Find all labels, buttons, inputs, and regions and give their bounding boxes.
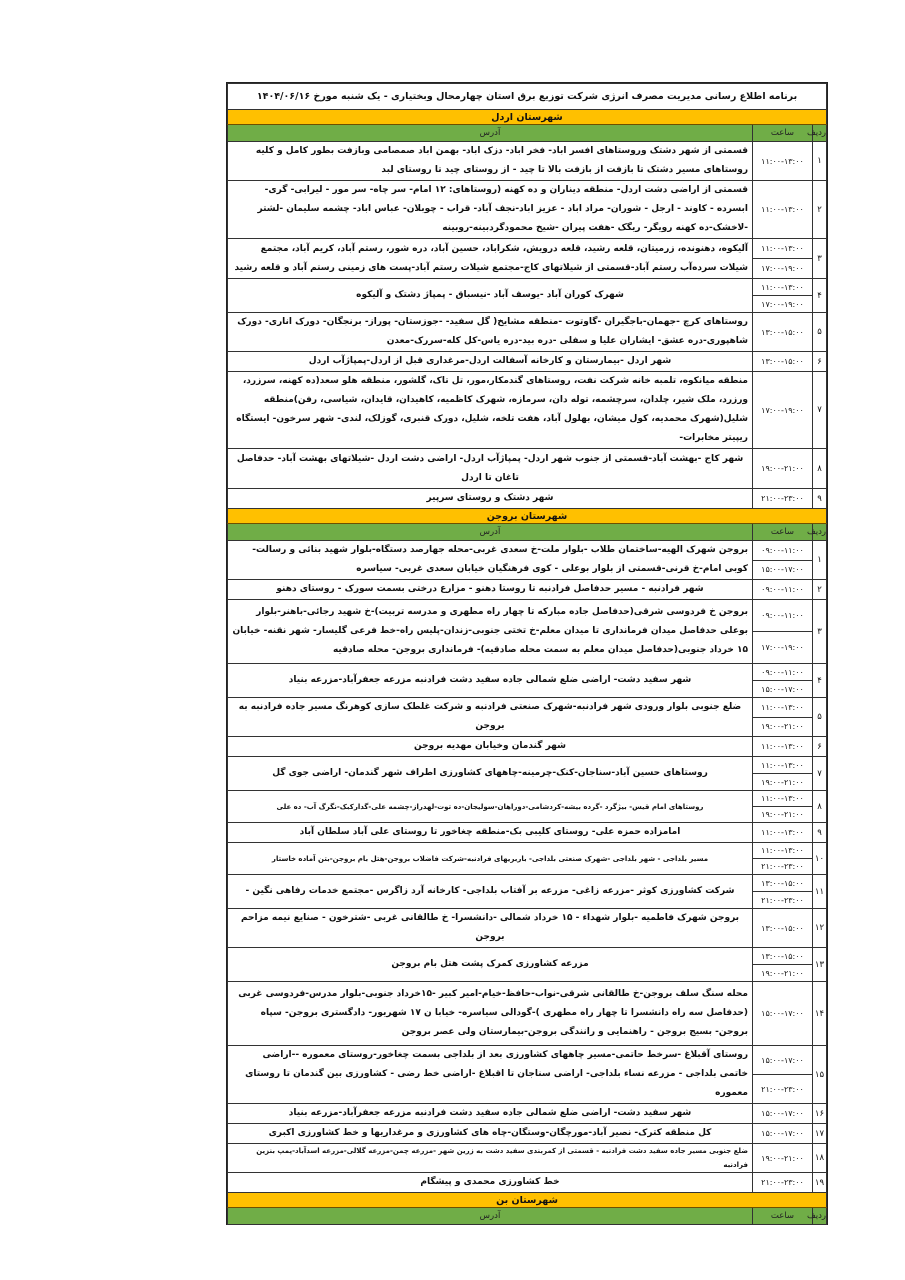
- schedule-table: [227, 83, 827, 1225]
- time-slot: ۰۹:۰۰-۱۱:۰۰: [753, 664, 812, 681]
- time-slot-stack: [753, 239, 812, 278]
- time-slot-stack: [753, 843, 812, 874]
- time-slot: ۱۱:۰۰-۱۳:۰۰: [753, 843, 812, 859]
- schedule-row: [228, 823, 827, 843]
- schedule-row: [228, 313, 827, 352]
- time-cell: ۱۱:۰۰-۱۳:۰۰: [753, 737, 813, 757]
- county-name: شهرستان بروجن: [228, 509, 827, 524]
- row-number: ۳: [813, 239, 827, 279]
- time-cell: [753, 600, 813, 664]
- column-header-row: [228, 524, 827, 541]
- column-header-time: ساعت: [753, 524, 813, 541]
- time-slot-stack: [753, 1046, 812, 1103]
- county-section-header: [228, 509, 827, 524]
- row-number: ۱۶: [813, 1104, 827, 1124]
- address-cell: منطقه میانکوه، تلمبه خانه شرکت نفت، روستاهای گندمکار،مور، تل تاک، گلشور، منطقه هلو سعد(ده کهنه، سرزرد، ورزرد، ملک شیر، چلدان، سرچشمه، توله دان، سرمازه، شهرک کاظمیه، کاهیدان، قایدان، شیاسی، رفن)منطقه شلیل(شهرک محمدیه، کول میشان، بهلول آباد، هفت تلخه، شلیل، دورک قنبری، گوزلک، لندی- شهر سرخون- ایستگاه ریپیتر مخابرات-: [228, 372, 753, 449]
- time-slot: ۱۱:۰۰-۱۳:۰۰: [753, 698, 812, 718]
- address-cell: خط کشاورزی محمدی و پیشگام: [228, 1173, 753, 1193]
- time-slot: ۱۵:۰۰-۱۷:۰۰: [761, 684, 804, 694]
- address-cell: روستای آقبلاغ -سرخط حاتمی-مسیر چاههای کشاورزی بعد از بلداجی بسمت چغاخور-روستای معموره --اراضی خاتمی بلداجی - مزرعه نساء بلداجی- اراضی سناجان تا اقبلاغ -اراضی خط رضی - کشاورزی بین گندمان تا روستای معموره: [228, 1046, 753, 1104]
- address-cell: بروجن خ فردوسی شرقی(حدفاصل جاده مبارکه تا چهار راه مطهری و مدرسه تربیت)-خ شهید رجائی-باهنر-بلوار بوعلی حدفاصل میدان فرمانداری تا میدان معلم-خ تختی جنوبی-زندان-پلیس راه-خط فرعی گلیسار- شهر نقنه- خیابان ۱۵ خرداد جنوبی(حدفاصل میدان معلم به سمت محله صادقیه)- فرمانداری بروجن- محله صادقیه: [228, 600, 753, 664]
- time-slot-stack: [753, 875, 812, 908]
- time-cell: [753, 279, 813, 313]
- row-number: ۹: [813, 823, 827, 843]
- time-slot-stack: [753, 664, 812, 697]
- time-slot-stack: [753, 757, 812, 790]
- time-slot: ۱۵:۰۰-۱۷:۰۰: [761, 565, 804, 575]
- time-slot-stack: [753, 948, 812, 981]
- time-cell: [753, 239, 813, 279]
- schedule-row: [228, 875, 827, 909]
- row-number: ۸: [813, 449, 827, 489]
- time-cell: [753, 757, 813, 791]
- schedule-row: [228, 142, 827, 181]
- schedule-row: [228, 489, 827, 509]
- county-section-header: [228, 110, 827, 125]
- schedule-row: [228, 1173, 827, 1193]
- title-row: [228, 84, 827, 110]
- time-slot: ۱۳:۰۰-۱۵:۰۰: [753, 875, 812, 892]
- time-slot: ۱۷:۰۰-۱۹:۰۰: [761, 299, 804, 309]
- time-slot: ۲۱:۰۰-۲۳:۰۰: [761, 895, 804, 905]
- time-cell: ۱۵:۰۰-۱۷:۰۰: [753, 1104, 813, 1124]
- row-number: ۶: [813, 352, 827, 372]
- time-cell: [753, 541, 813, 580]
- address-cell: قسمتی از شهر دشتک وروستاهای افسر اباد- فخر اباد- دزک اباد- بهمن اباد صمصامی وبازفت بطور کامل و کلیه روستاهای مسیر دشتک تا بازفت از بازفت بالا تا چید - از روستای چید تا روستای لبد: [228, 142, 753, 181]
- time-slot: ۱۱:۰۰-۱۳:۰۰: [753, 757, 812, 774]
- address-cell: شهر کاج -بهشت آباد-قسمتی از جنوب شهر اردل- پمپاژآب اردل- اراضی دشت اردل -شیلاتهای بهشت آباد- حدفاصل تاغان تا اردل: [228, 449, 753, 489]
- row-number: ۸: [813, 791, 827, 823]
- address-cell: شهر گندمان وخیابان مهدیه بروجن: [228, 737, 753, 757]
- row-number: ۴: [813, 664, 827, 698]
- time-slot: ۱۳:۰۰-۱۵:۰۰: [753, 948, 812, 965]
- time-cell: ۲۱:۰۰-۲۳:۰۰: [753, 489, 813, 509]
- schedule-row: [228, 600, 827, 664]
- address-cell: شهر فرادنبه - مسیر حدفاصل فرادنبه تا روستا دهنو - مزارع درختی بسمت سورک - روستای دهنو: [228, 580, 753, 600]
- time-cell: ۰۹:۰۰-۱۱:۰۰: [753, 580, 813, 600]
- column-header-row-number: ردیف: [813, 125, 827, 142]
- time-cell: ۱۹:۰۰-۲۱:۰۰: [753, 449, 813, 489]
- schedule-row: [228, 1046, 827, 1104]
- time-slot: ۰۹:۰۰-۱۱:۰۰: [753, 600, 812, 632]
- column-header-row: [228, 1208, 827, 1225]
- time-slot: ۱۷:۰۰-۱۹:۰۰: [761, 264, 804, 273]
- time-slot: ۲۱:۰۰-۲۳:۰۰: [761, 862, 804, 871]
- time-slot: ۱۹:۰۰-۲۱:۰۰: [761, 968, 804, 978]
- time-slot: ۱۵:۰۰-۱۷:۰۰: [753, 1046, 812, 1075]
- time-cell: [753, 791, 813, 823]
- address-cell: بروجن شهرک الهیه-ساختمان طلاب -بلوار ملت-خ سعدی غربی-محله جهارصد دستگاه-بلوار شهید بنائی و رسالت-کوبی امام-خ قرنی-قسمتی از بلوار بوعلی - کوی فرهنگیان خیابان سعدی غربی- سیاسره: [228, 541, 753, 580]
- column-header-address: آدرس: [228, 1208, 753, 1225]
- address-cell: امامزاده حمزه علی- روستای کلیبی بک-منطقه چغاخور تا روستای علی آباد سلطان آباد: [228, 823, 753, 843]
- time-slot: ۱۹:۰۰-۲۱:۰۰: [761, 777, 804, 787]
- schedule-row: [228, 580, 827, 600]
- address-cell: شهر دشتک و روستای سرپیر: [228, 489, 753, 509]
- column-header-row: [228, 125, 827, 142]
- address-cell: شهر سفید دشت- اراضی ضلع شمالی جاده سفید دشت فرادنبه مزرعه جعفرآباد-مزرعه بنیاد: [228, 1104, 753, 1124]
- row-number: ۱۷: [813, 1124, 827, 1144]
- row-number: ۱: [813, 142, 827, 181]
- schedule-row: [228, 1104, 827, 1124]
- column-header-row-number: ردیف: [813, 524, 827, 541]
- address-cell: ضلع جنوبی مسیر جاده سفید دشت فرادنبه - قسمتی از کمربندی سفید دشت به زرین شهر -مزرعه چمن-مزرعه گلالی-مزرعه اسدآباد-پمپ بنزین فرادنبه: [228, 1144, 753, 1173]
- time-cell: [753, 948, 813, 982]
- time-cell: [753, 875, 813, 909]
- outage-schedule-sheet: [226, 82, 828, 1225]
- schedule-row: [228, 541, 827, 580]
- row-number: ۱۹: [813, 1173, 827, 1193]
- row-number: ۲: [813, 580, 827, 600]
- time-slot: ۱۹:۰۰-۲۱:۰۰: [761, 722, 804, 732]
- time-cell: ۱۳:۰۰-۱۵:۰۰: [753, 313, 813, 352]
- time-cell: ۱۵:۰۰-۱۷:۰۰: [753, 1124, 813, 1144]
- time-cell: ۱۳:۰۰-۱۵:۰۰: [753, 909, 813, 948]
- schedule-row: [228, 1144, 827, 1173]
- address-cell: روستاهای کرچ -جهمان-باجگیران -گاوتوت -منطقه مشایخ( گل سفید- -جوزستان- پوراز- برنجگان- دورک اناری- دورک شاهپوری-دره عشق- ایشاران علیا و سفلی -دره بید-دره یاس-کل کله-سررک-معدن: [228, 313, 753, 352]
- address-cell: شرکت کشاورزی کوثر -مزرعه زاغی- مزرعه بر آفتاب بلداجی- کارخانه آرد زاگرس -مجتمع خدمات رفاهی نگین -: [228, 875, 753, 909]
- row-number: ۱۲: [813, 909, 827, 948]
- time-slot-stack: [753, 279, 812, 312]
- row-number: ۵: [813, 313, 827, 352]
- time-cell: ۱۳:۰۰-۱۵:۰۰: [753, 352, 813, 372]
- address-cell: روستاهای حسین آباد-سناجان-کنک-چرمینه-چاههای کشاورزی اطراف شهر گندمان- اراضی جوی گل: [228, 757, 753, 791]
- time-slot-stack: [753, 698, 812, 736]
- schedule-row: [228, 843, 827, 875]
- address-cell: قسمتی از اراضی دشت اردل- منطقه دیناران و ده کهنه (روستاهای: ۱۲ امام- سر چاه- سر مور - لیرابی- گری- ابسرده - کاوند - ارجل - شوران- مراد اباد - عزیز اباد-نجف آباد- قراب - چوبلان- عباس اباد- چشمه سلیمان -لشتر -لاخشک-ده کهنه رویگر- ریگک -هفت پیران -شیخ محمودگردبینه-روبینه: [228, 181, 753, 239]
- time-cell: [753, 664, 813, 698]
- address-cell: شهرک کوران آباد -یوسف آباد -نیسباق - پمپاژ دشتک و آلیکوه: [228, 279, 753, 313]
- page-title: برنامه اطلاع رسانی مدیریت مصرف انرژی شرکت توزیع برق استان چهارمحال وبختیاری - یک شنبه مورخ ۱۴۰۴/۰۶/۱۶: [228, 84, 827, 110]
- time-cell: ۱۱:۰۰-۱۳:۰۰: [753, 142, 813, 181]
- address-cell: محله سنگ سلف بروجن-خ طالقانی شرقی-نواب-حافظ-خیام-امیر کبیر -۱۵خرداد جنوبی-بلوار مدرس-فردوسی غربی (حدفاصل سه راه دانشسرا تا چهار راه مطهری )-گودالی سیاسره- خیابا ن ۱۷ شهریور- دادگستری بروجن- سپاه بروجن- بسیج بروجن - راهنمایی و رانندگی بروجن-بیمارستان ولی عصر بروجن: [228, 982, 753, 1046]
- time-cell: ۱۱:۰۰-۱۳:۰۰: [753, 823, 813, 843]
- schedule-row: [228, 757, 827, 791]
- time-slot-stack: [753, 791, 812, 822]
- row-number: ۱۸: [813, 1144, 827, 1173]
- time-slot: ۱۱:۰۰-۱۳:۰۰: [753, 239, 812, 259]
- time-slot-stack: [753, 541, 812, 579]
- address-cell: شهر سفید دشت- اراضی ضلع شمالی جاده سفید دشت فرادنبه مزرعه جعفرآباد-مزرعه بنیاد: [228, 664, 753, 698]
- time-slot: ۲۱:۰۰-۲۳:۰۰: [761, 1084, 804, 1094]
- column-header-time: ساعت: [753, 125, 813, 142]
- row-number: ۳: [813, 600, 827, 664]
- row-number: ۱۵: [813, 1046, 827, 1104]
- row-number: ۱۴: [813, 982, 827, 1046]
- address-cell: روستاهای امام قیس- بیژگرد -گرده بیشه-کردشامی-دوراهان-سولیجان-ده توت-لهدراز-چشمه علی-گدارکبک-نگرگ آب- ده علی: [228, 791, 753, 823]
- time-slot: ۰۹:۰۰-۱۱:۰۰: [753, 541, 812, 561]
- row-number: ۷: [813, 372, 827, 449]
- county-section-header: [228, 1193, 827, 1208]
- time-cell: [753, 698, 813, 737]
- address-cell: مسیر بلداجی - شهر بلداجی -شهرک صنعتی بلداجی- باربریهای فرادنبه-شرکت فاضلاب بروجن-هتل بام بروجن-بتن آماده خاستار: [228, 843, 753, 875]
- column-header-address: آدرس: [228, 524, 753, 541]
- schedule-row: [228, 1124, 827, 1144]
- address-cell: ضلع جنوبی بلوار ورودی شهر فرادنبه-شهرک صنعتی فرادنبه و شرکت غلطک سازی کوهرنگ مسیر جاده فرادنبه به بروجن: [228, 698, 753, 737]
- row-number: ۴: [813, 279, 827, 313]
- row-number: ۱: [813, 541, 827, 580]
- time-cell: [753, 843, 813, 875]
- time-slot: ۱۹:۰۰-۲۱:۰۰: [761, 810, 804, 819]
- time-slot-stack: [753, 600, 812, 663]
- schedule-row: [228, 664, 827, 698]
- time-slot: ۱۷:۰۰-۱۹:۰۰: [761, 643, 804, 652]
- schedule-row: [228, 791, 827, 823]
- schedule-row: [228, 982, 827, 1046]
- schedule-row: [228, 737, 827, 757]
- row-number: ۲: [813, 181, 827, 239]
- schedule-row: [228, 181, 827, 239]
- schedule-row: [228, 909, 827, 948]
- county-name: شهرستان بن: [228, 1193, 827, 1208]
- row-number: ۱۰: [813, 843, 827, 875]
- schedule-row: [228, 279, 827, 313]
- row-number: ۶: [813, 737, 827, 757]
- column-header-time: ساعت: [753, 1208, 813, 1225]
- address-cell: بروجن شهرک فاطمیه -بلوار شهداء - ۱۵ خرداد شمالی -دانشسرا- خ طالقانی غربی -شترخون - صنایع نیمه مزاحم بروجن: [228, 909, 753, 948]
- county-name: شهرستان اردل: [228, 110, 827, 125]
- schedule-row: [228, 449, 827, 489]
- address-cell: کل منطقه کترک- نصیر آباد-مورچگان-وستگان-چاه های کشاورزی و مرغداریها و خط کشاورزی اکبری: [228, 1124, 753, 1144]
- time-cell: [753, 1046, 813, 1104]
- row-number: ۱۱: [813, 875, 827, 909]
- column-header-row-number: ردیف: [813, 1208, 827, 1225]
- time-slot: ۱۱:۰۰-۱۳:۰۰: [753, 791, 812, 807]
- address-cell: شهر اردل -بیمارستان و کارخانه آسفالت اردل-مرغداری قبل از اردل-پمپاژآب اردل: [228, 352, 753, 372]
- schedule-row: [228, 239, 827, 279]
- schedule-row: [228, 948, 827, 982]
- schedule-row: [228, 372, 827, 449]
- address-cell: مزرعه کشاورزی کمرک پشت هتل بام بروجن: [228, 948, 753, 982]
- row-number: ۹: [813, 489, 827, 509]
- time-cell: ۱۵:۰۰-۱۷:۰۰: [753, 982, 813, 1046]
- row-number: ۵: [813, 698, 827, 737]
- time-cell: ۲۱:۰۰-۲۳:۰۰: [753, 1173, 813, 1193]
- schedule-row: [228, 698, 827, 737]
- time-cell: ۱۱:۰۰-۱۳:۰۰: [753, 181, 813, 239]
- address-cell: آلیکوه، دهنونده، زرمیتان، قلعه رشید، قلعه درویش، شکراباد، حسین آباد، دره شور، رستم آباد، کریم آباد، مجتمع شیلات سرده‌آب رستم آباد-قسمتی از شیلاتهای کاج-مجتمع شیلات رستم آباد-پست های زمینی رستم آباد و قلعه رشید: [228, 239, 753, 279]
- time-cell: ۱۷:۰۰-۱۹:۰۰: [753, 372, 813, 449]
- time-slot: ۱۱:۰۰-۱۳:۰۰: [753, 279, 812, 296]
- column-header-address: آدرس: [228, 125, 753, 142]
- schedule-row: [228, 352, 827, 372]
- row-number: ۷: [813, 757, 827, 791]
- time-cell: ۱۹:۰۰-۲۱:۰۰: [753, 1144, 813, 1173]
- row-number: ۱۳: [813, 948, 827, 982]
